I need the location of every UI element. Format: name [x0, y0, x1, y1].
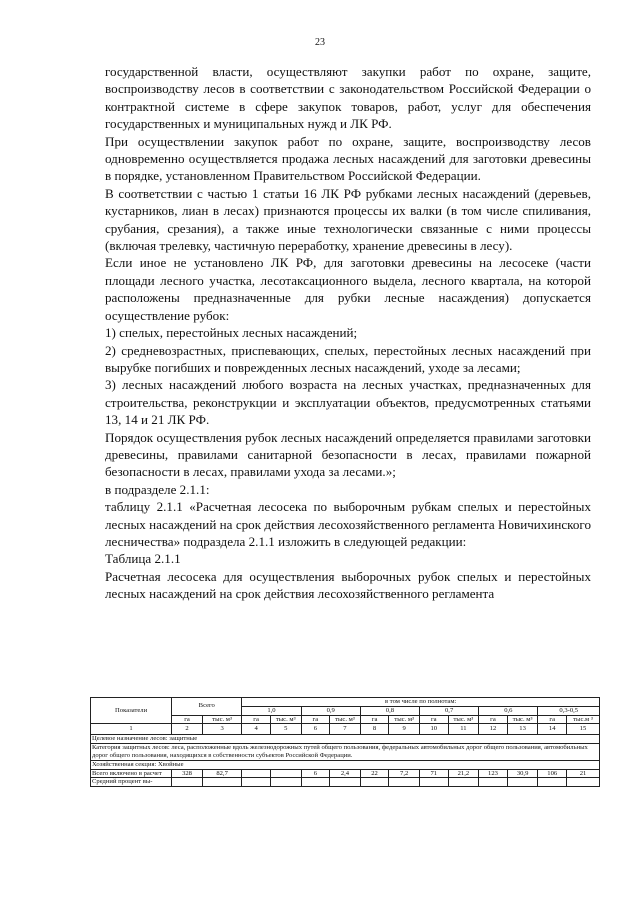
- header-density: 1,0: [242, 706, 301, 715]
- section-row: Хозяйственная секция: Хвойные: [91, 760, 600, 769]
- allowable-cut-table: [90, 697, 600, 787]
- cell: [270, 778, 301, 787]
- column-number: 14: [538, 724, 567, 735]
- header-density: 0,6: [479, 706, 538, 715]
- header-total: Всего: [172, 698, 242, 716]
- column-number: 10: [420, 724, 449, 735]
- table-title: Расчетная лесосека для осуществления выборочных рубок спелых и перестойных лесных насаждений на срок действия лесохозяйственного регламента: [105, 568, 591, 602]
- header-density: 0,9: [301, 706, 360, 715]
- column-number: 12: [479, 724, 508, 735]
- column-number: 6: [301, 724, 330, 735]
- paragraph: Если иное не установлено ЛК РФ, для заготовки древесины на лесосеке (части площади лесного участка, лесотаксационного выдела, лесного квартала, на которой расположены предназначенные для рубки лесные насаждения) допускается осуществление рубок:: [105, 255, 591, 323]
- paragraph: государственной власти, осуществляют закупки работ по охране, защите, воспроизводству лесов в соответствии с законодательством Российской Федерации о контрактной системе в сфере закупок товаров, работ, услуг для обеспечения государственных и муниципальных нужд и ЛК РФ.: [105, 64, 591, 132]
- header-unit: га: [172, 715, 203, 724]
- cell: 328: [172, 769, 203, 778]
- header-unit: тыс. м³: [507, 715, 538, 724]
- column-number: 3: [202, 724, 242, 735]
- cell: 106: [538, 769, 567, 778]
- cell: [330, 778, 361, 787]
- paragraph: Порядок осуществления рубок лесных насаждений определяется правилами заготовки древесины, правилами санитарной безопасности в лесах, правилами пожарной безопасности в лесах, правилами ухода за лесами.»;: [105, 429, 591, 480]
- paragraph: При осуществлении закупок работ по охране, защите, воспроизводству лесов одновременно осуществляется продажа лесных насаждений для заготовки древесины в порядке, установленном Правительством Российской Федерации.: [105, 133, 591, 184]
- header-unit: тыс.м ³: [566, 715, 599, 724]
- column-number: 9: [389, 724, 420, 735]
- header-unit: га: [420, 715, 449, 724]
- header-indicators: Показатели: [91, 698, 172, 724]
- header-unit: тыс. м³: [202, 715, 242, 724]
- column-number: 7: [330, 724, 361, 735]
- paragraph: в подразделе 2.1.1:: [105, 481, 210, 497]
- column-number: 5: [270, 724, 301, 735]
- cell: 71: [420, 769, 449, 778]
- header-density: 0,8: [360, 706, 419, 715]
- column-number: 8: [360, 724, 389, 735]
- cell: [420, 778, 449, 787]
- cell: 82,7: [202, 769, 242, 778]
- cell: 7,2: [389, 769, 420, 778]
- column-number: 1: [91, 724, 172, 735]
- column-number: 2: [172, 724, 203, 735]
- header-by-density: в том числе по полнотам:: [242, 698, 600, 707]
- header-density: 0,3-0,5: [538, 706, 600, 715]
- cell: 123: [479, 769, 508, 778]
- list-item: 1) спелых, перестойных лесных насаждений;: [105, 325, 358, 341]
- cell: [389, 778, 420, 787]
- paragraph: таблицу 2.1.1 «Расчетная лесосека по выборочным рубкам спелых и перестойных лесных насаждений на срок действия лесохозяйственного регламента Новичихинского лесничества» подраздела 2.1.1 изложить в следующей редакции:: [105, 499, 591, 549]
- cell: [202, 778, 242, 787]
- row-label: Всего включено в расчет: [91, 769, 172, 778]
- column-numbers-row: [91, 724, 600, 735]
- table-row: [91, 778, 600, 787]
- cell: [360, 778, 389, 787]
- paragraph: В соответствии с частью 1 статьи 16 ЛК РФ рубками лесных насаждений (деревьев, кустарников, лиан в лесах) признаются процессы их валки (в том числе спиливания, срубания, срезания), а также иные технологически связанные с ними процессы (включая трелевку, частичную переработку, хранение древесины в лесу).: [105, 185, 591, 254]
- category-row: Категория защитных лесов: леса, расположенные вдоль железнодорожных путей общего пользования, федеральных автомобильных дорог общего пользования, автомобильных дорог общего пользования, находящихся в собственности субъектов Российской Федерации.: [91, 744, 600, 761]
- header-unit: тыс. м³: [330, 715, 361, 724]
- header-density: 0,7: [420, 706, 479, 715]
- column-number: 11: [448, 724, 479, 735]
- cell: [242, 778, 271, 787]
- header-unit: га: [360, 715, 389, 724]
- cell: 21,2: [448, 769, 479, 778]
- purpose-row: Целевое назначение лесов: защитные: [91, 735, 600, 744]
- cell: [270, 769, 301, 778]
- header-unit: га: [301, 715, 330, 724]
- page-number: 23: [315, 37, 325, 48]
- cell: 30,9: [507, 769, 538, 778]
- header-unit: га: [479, 715, 508, 724]
- cell: [479, 778, 508, 787]
- cell: [301, 778, 330, 787]
- column-number: 4: [242, 724, 271, 735]
- cell: [242, 769, 271, 778]
- cell: 22: [360, 769, 389, 778]
- list-item: 3) лесных насаждений любого возраста на лесных участках, предназначенных для строительства, реконструкции и эксплуатации объектов, предусмотренных статьями 13, 14 и 21 ЛК РФ.: [105, 377, 591, 428]
- column-number: 15: [566, 724, 599, 735]
- table-row: [91, 769, 600, 778]
- header-unit: тыс. м³: [448, 715, 479, 724]
- cell: [507, 778, 538, 787]
- cell: 21: [566, 769, 599, 778]
- document-body: [105, 63, 591, 603]
- row-label: Средний процент вы-: [91, 778, 172, 787]
- header-unit: тыс. м³: [389, 715, 420, 724]
- header-unit: га: [242, 715, 271, 724]
- cell: [448, 778, 479, 787]
- header-unit: тыс. м³: [270, 715, 301, 724]
- header-unit: га: [538, 715, 567, 724]
- list-item: 2) средневозрастных, приспевающих, спелых, перестойных лесных насаждений при вырубке погибших и поврежденных лесных насаждений, уходе за лесами;: [105, 342, 591, 375]
- cell: [538, 778, 567, 787]
- column-number: 13: [507, 724, 538, 735]
- cell: [172, 778, 203, 787]
- cell: [566, 778, 599, 787]
- cell: 2,4: [330, 769, 361, 778]
- cell: 6: [301, 769, 330, 778]
- table-caption: Таблица 2.1.1: [105, 551, 181, 567]
